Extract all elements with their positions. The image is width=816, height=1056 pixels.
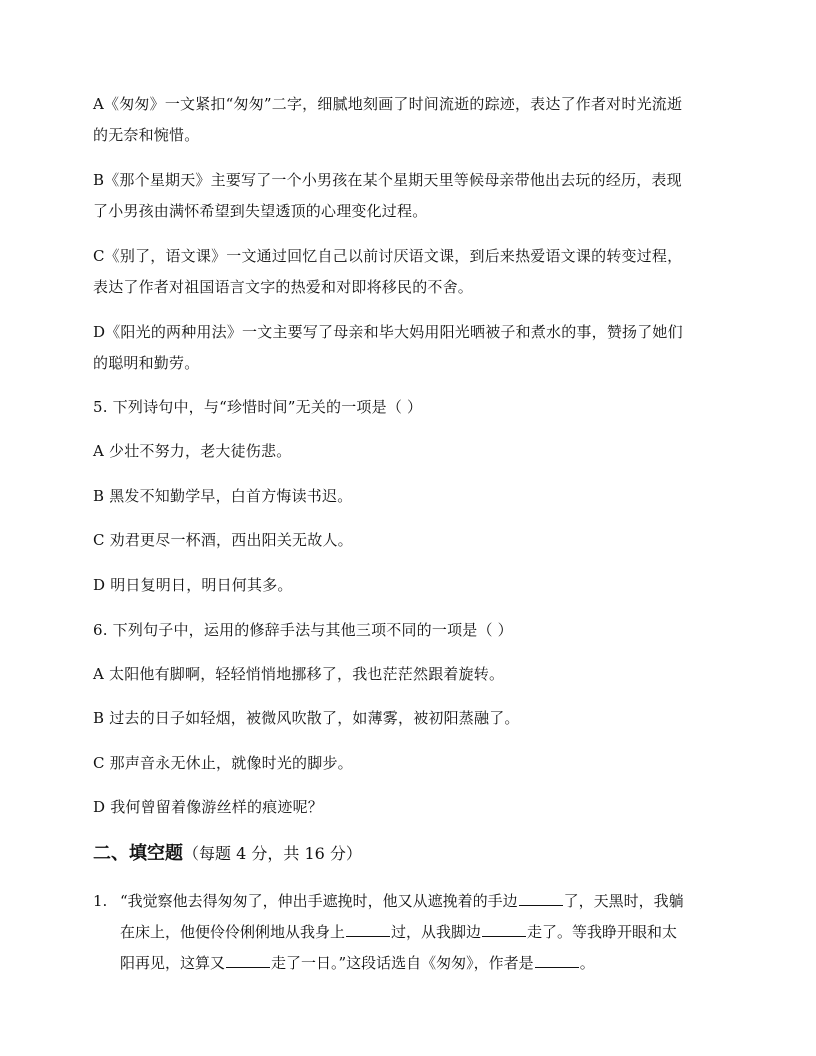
option-q4-c: [93, 241, 723, 303]
fill-text: “我觉察他去得匆匆了，伸出手遮挽时，他又从遮挽着的手边: [120, 892, 518, 910]
option-line: 了小男孩由满怀希望到失望透顶的心理变化过程。: [93, 202, 428, 220]
question-6-option-a: A 太阳他有脚啊，轻轻悄悄地挪移了，我也茫茫然跟着旋转。: [93, 665, 505, 683]
fill-line-3: [93, 948, 723, 979]
answer-blank[interactable]: [535, 954, 579, 968]
answer-blank[interactable]: [226, 954, 270, 968]
option-line: D《阳光的两种用法》一文主要写了母亲和毕大妈用阳光晒被子和煮水的事，赞扬了她们: [93, 323, 683, 341]
fill-text: 在床上，他便伶伶俐俐地从我身上: [120, 923, 346, 941]
fill-text: 走了。等我睁开眼和太: [527, 923, 678, 941]
option-line: 的无奈和惋惜。: [93, 126, 200, 144]
fill-text: 走了一日。”这段话选自《匆匆》，作者是: [271, 954, 534, 972]
fill-text: 阳再见，这算又: [120, 954, 226, 972]
question-6-option-d: D 我何曾留着像游丝样的痕迹呢？: [93, 798, 323, 816]
question-number: 1.: [93, 892, 108, 910]
option-line: 的聪明和勤劳。: [93, 354, 200, 372]
answer-blank[interactable]: [482, 923, 526, 937]
question-5-option-c: C 劝君更尽一杯酒，西出阳关无故人。: [93, 531, 353, 549]
question-5-option-d: D 明日复明日，明日何其多。: [93, 576, 293, 594]
option-q4-a: [93, 89, 723, 151]
option-line: 表达了作者对祖国语言文字的热爱和对即将移民的不舍。: [93, 278, 474, 296]
fill-text: 了，天黑时，我躺: [563, 892, 684, 910]
question-5-stem: 5. 下列诗句中，与“珍惜时间”无关的一项是（ ）: [93, 398, 423, 416]
question-6-option-c: C 那声音永无休止，就像时光的脚步。: [93, 754, 353, 772]
answer-blank[interactable]: [519, 892, 563, 906]
fill-line-1: [93, 886, 723, 917]
question-5-option-a: A 少壮不努力，老大徒伤悲。: [93, 442, 292, 460]
section-score-note: （每题 4 分，共 16 分）: [183, 844, 362, 863]
option-q4-b: [93, 165, 723, 227]
fill-text: 过，从我脚边: [391, 923, 482, 941]
option-line: C《别了，语文课》一文通过回忆自己以前讨厌语文课，到后来热爱语文课的转变过程，: [93, 247, 683, 265]
question-6-stem: 6. 下列句子中，运用的修辞手法与其他三项不同的一项是（ ）: [93, 621, 513, 639]
option-line: B《那个星期天》主要写了一个小男孩在某个星期天里等候母亲带他出去玩的经历，表现: [93, 171, 682, 189]
answer-blank[interactable]: [346, 923, 390, 937]
option-q4-d: [93, 317, 723, 379]
question-5-option-b: B 黑发不知勤学早，白首方悔读书迟。: [93, 487, 353, 505]
section-heading: [93, 838, 723, 870]
fill-question-1: [93, 886, 723, 979]
question-6-option-b: B 过去的日子如轻烟，被微风吹散了，如薄雾，被初阳蒸融了。: [93, 709, 520, 727]
option-line: A《匆匆》一文紧扣“匆匆”二字，细腻地刻画了时间流逝的踪迹，表达了作者对时光流逝: [93, 95, 683, 113]
fill-line-2: [93, 917, 723, 948]
fill-text: 。: [579, 954, 595, 972]
section-title: 二、填空题: [93, 843, 183, 864]
